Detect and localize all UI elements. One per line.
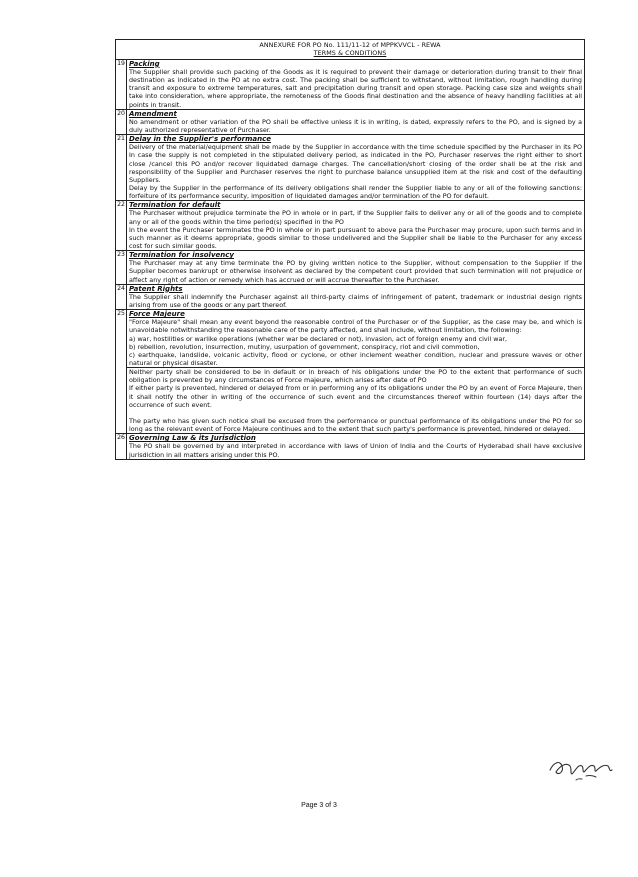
clause-termination-default (116, 201, 584, 251)
page-number: Page 3 of 3 (301, 802, 337, 809)
document-subtitle: TERMS & CONDITIONS (313, 49, 387, 58)
clause-number: 19 (116, 60, 127, 109)
handwritten-signature (546, 752, 618, 786)
clause-heading: Termination for insolvency (129, 251, 234, 260)
clause-heading: Termination for default (129, 201, 221, 210)
clause-force-majeure (116, 310, 584, 434)
clause-delay (116, 135, 584, 201)
clause-patent-rights (116, 285, 584, 310)
clause-text: "Force Majeure" shall mean any event beyond the reasonable control of the Purchaser or of the Supplier, as the case may be, and which is unavoidable notwithstanding the reasonable care of the party affected, and shall include, without limitation, the following: (129, 318, 582, 335)
clause-text: The party who has given such notice shall be excused from the performance or punctual performance of its obligations under the PO for so long as the relevant event of Force Majeure continues and to the extent that such party's performance is prevented, hindered or delayed. (129, 416, 582, 434)
clause-number: 24 (116, 285, 127, 309)
clause-text: If either party is prevented, hindered or delayed from or in performing any of its obligations under the PO by an event of Force Majeure, then it shall notify the other in writing of the occurrence of such event and the circumstances thereof within fourteen (14) days after the occurrence of such event. (129, 384, 582, 409)
clause-text: The Supplier shall indemnify the Purchaser against all third-party claims of infringement of patent, trademark or industrial design rights arising from use of the goods or any part thereof. (129, 292, 582, 309)
clause-list-item: b) rebellion, revolution, insurrection, mutiny, usurpation of government, conspiracy, riot and civil commotion, (129, 342, 480, 351)
clause-heading: Force Majeure (129, 310, 185, 319)
clause-text: Neither party shall be considered to be in default or in breach of his obligations under the PO to the extent that performance of such obligation is prevented by any circumstances of Force majeure, which arises after date of PO (129, 368, 582, 385)
clause-packing (116, 60, 584, 110)
clause-heading: Packing (129, 59, 160, 68)
clause-text: The Purchaser without prejudice terminate the PO in whole or in part, if the Supplier fails to deliver any or all of the goods and to complete any or all of the goods within the time period(s) specified in the PO (129, 209, 582, 226)
document-header (116, 40, 584, 60)
clause-number: 26 (116, 434, 127, 458)
clause-heading: Amendment (129, 109, 177, 118)
clause-amendment (116, 110, 584, 135)
clause-number: 23 (116, 251, 127, 284)
clause-text: The Purchaser may at any time terminate the PO by giving written notice to the Supplier, without compensation to the Supplier If the Supplier becomes bankrupt or otherwise insolvent as declared by the competent court provided that such termination will not prejudice or affect any right of action or remedy which has accrued or will accrue thereafter to the Purchaser. (129, 259, 582, 284)
clause-number: 20 (116, 110, 127, 134)
clause-list-item: a) war, hostilities or warlike operations (whether war be declared or not), invasion, act of foreign enemy and civil war, (129, 334, 508, 343)
clause-text: Delay by the Supplier in the performance of its delivery obligations shall render the Supplier liable to any or all of the following sanctions: forfeiture of its performance security, imposition of liquidated damages and/or termination of the PO for default. (129, 183, 582, 201)
clause-number: 21 (116, 135, 127, 200)
clause-text: No amendment or other variation of the PO shall be effective unless it is in writing, is dated, expressly refers to the PO, and is signed by a duly authorized representative of Purchaser. (129, 117, 582, 134)
clause-heading: Delay in the Supplier's performance (129, 135, 272, 144)
clause-heading: Patent Rights (129, 284, 183, 293)
clause-text: In the event the Purchaser terminates the PO in whole or in part pursuant to above para the Purchaser may procure, upon such terms and in such manner as it deems appropriate, goods similar to those undelivered and the Supplier shall be liable to the Purchaser for any excess cost for such similar goods. (129, 225, 582, 250)
terms-document (115, 39, 585, 460)
document-title: ANNEXURE FOR PO No. 111/11-12 of MPPKVVCL - REWA (259, 41, 441, 49)
clause-text: The Supplier shall provide such packing of the Goods as it is required to prevent their damage or deterioration during transit to their final destination as indicated in the PO at no extra cost. The packing shall be sufficient to withstand, without limitation, rough handling during transit and exposure to extreme temperatures, salt and precipitation during transit and open storage. Packing case size and weights shall take into consideration, where appropriate, the remoteness of the Goods final destination and the absence of heavy handling facilities at all points in transit. (129, 67, 582, 109)
clause-governing-law (116, 434, 584, 458)
clause-termination-insolvency (116, 251, 584, 285)
clause-heading: Governing Law & its Jurisdiction (129, 434, 256, 443)
clause-text: Delivery of the material/equipment shall be made by the Supplier in accordance with the time schedule specified by the Purchaser in its PO In case the supply is not completed in the stipulated delivery period, as indicated in the PO, Purchaser reserves the right either to short close /cancel this PO and/or recover liquidated damage charges. The cancellation/short closing of the order shall be at the risk and responsibility of the Supplier and Purchaser reserves the right to purchase balance unsupplied item at the risk and cost of the defaulting Suppliers. (129, 143, 582, 184)
clause-number: 25 (116, 310, 127, 433)
clause-list-item: c) earthquake, landslide, volcanic activity, flood or cyclone, or other inclement weather condition, nuclear and pressure waves or other natural or physical disaster. (129, 350, 582, 367)
clause-number: 22 (116, 201, 127, 250)
clause-text: The PO shall be governed by and interpreted in accordance with laws of Union of India and the Courts of Hyderabad shall have exclusive jurisdiction in all matters arising under this PO. (129, 442, 582, 459)
